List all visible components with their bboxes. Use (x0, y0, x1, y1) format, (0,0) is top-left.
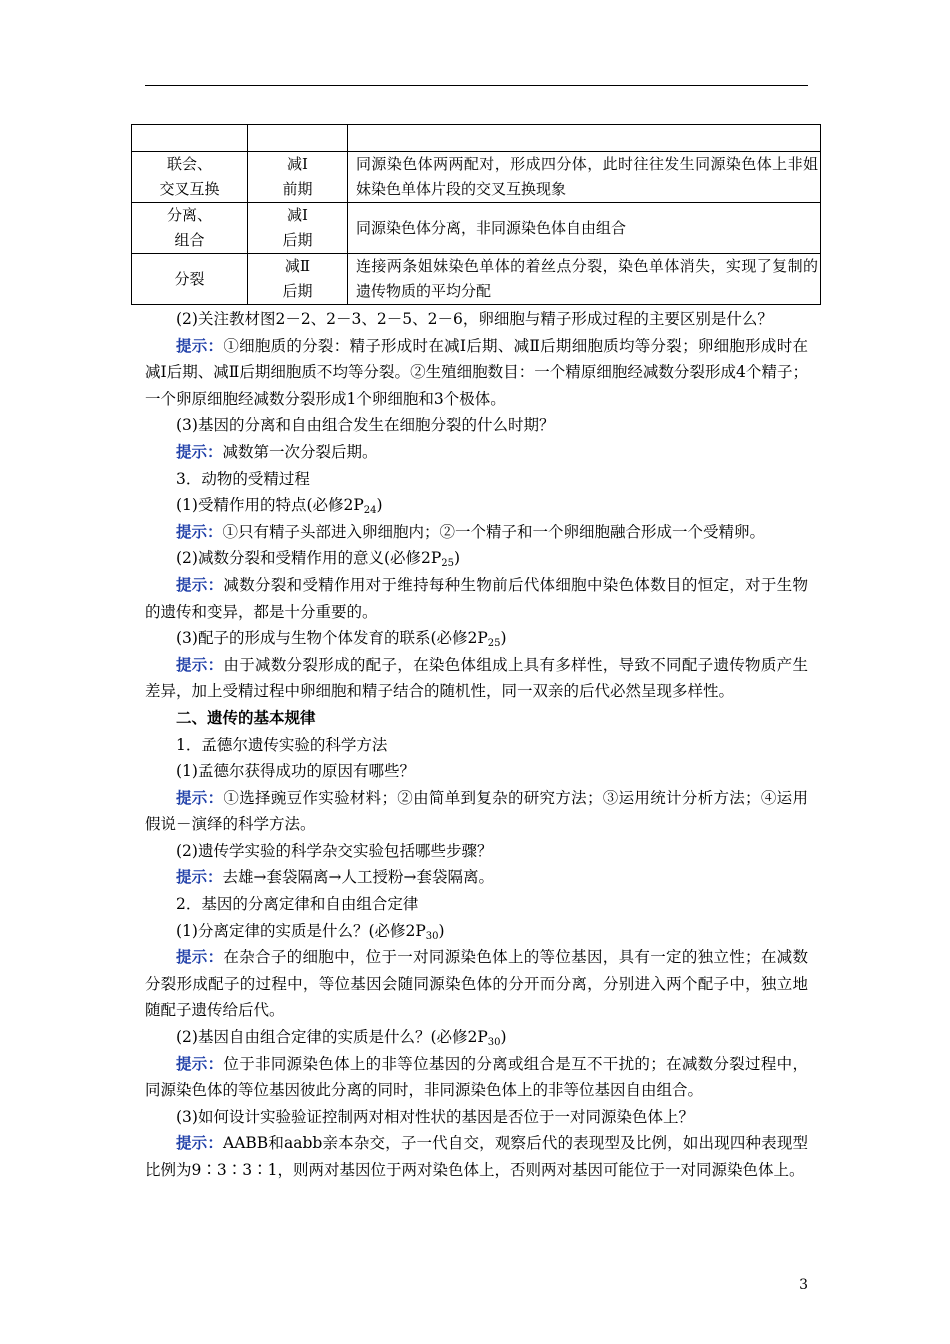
page-body (145, 306, 808, 1184)
hint: 提示：①只有精子头部进入卵细胞内；②一个精子和一个卵细胞融合形成一个受精卵。 (176, 521, 766, 541)
hint-label: 提示： (176, 867, 223, 887)
question: (3)如何设计实验验证控制两对相对性状的基因是否位于一对同源染色体上？ (176, 1107, 694, 1126)
description-cell: 同源染色体分离，非同源染色体自由组合 (348, 203, 821, 254)
question: (1)孟德尔获得成功的原因有哪些？ (176, 762, 415, 781)
subheading: 2．基因的分离定律和自由组合定律 (176, 895, 419, 914)
stage-cell: 减Ⅱ 后期 (248, 254, 348, 305)
stage-cell: 减Ⅰ 前期 (248, 152, 348, 203)
hint-label: 提示： (176, 441, 223, 461)
event-cell: 分离、 组合 (132, 203, 248, 254)
hint: 提示：位于非同源染色体上的非等位基因的分离或组合是互不干扰的；在减数分裂过程中，同源染色体的等位基因彼此分离的同时，非同源染色体上的非等位基因自由组合。 (145, 1053, 808, 1100)
question: (2)减数分裂和受精作用的意义(必修$2P_{25}$) (176, 549, 461, 570)
hint: 提示：在杂合子的细胞中，位于一对同源染色体上的等位基因，具有一定的独立性；在减数分裂形成配子的过程中，等位基因会随同源染色体的分开而分离，分别进入两个配子中，独立地随配子遗传给后代。 (145, 947, 808, 1020)
hint-label: 提示： (176, 521, 223, 541)
hint-label: 提示： (176, 1133, 223, 1153)
question: (1)受精作用的特点(必修$2P_{24}$) (176, 496, 383, 517)
hint-label: 提示： (176, 1053, 224, 1073)
hint: 提示：AABB和aabb亲本杂交，子一代自交，观察后代的表现型及比例，如出现四种表现型比例为9∶3∶3∶1，则两对基因位于两对染色体上，否则两对基因可能位于一对同源染色体上。 (145, 1133, 808, 1179)
event-cell: 分裂 (132, 254, 248, 305)
hint: 提示：减数分裂和受精作用对于维持每种生物前后代体细胞中染色体数目的恒定，对于生物的遗传和变异，都是十分重要的。 (145, 574, 808, 621)
header-rule (145, 85, 808, 86)
meiosis-stage-table (131, 124, 821, 305)
question: (2)基因自由组合定律的实质是什么？(必修$2P_{30}$) (176, 1028, 507, 1049)
question: (2)关注教材图2－2、2－3、2－5、2－6，卵细胞与精子形成过程的主要区别是什么？ (176, 310, 773, 328)
subheading: 3．动物的受精过程 (176, 469, 310, 488)
hint-label: 提示： (176, 787, 224, 807)
hint: 提示：①选择豌豆作实验材料；②由简单到复杂的研究方法；③运用统计分析方法；④运用假说－演绎的科学方法。 (145, 787, 808, 834)
description-cell: 连接两条姐妹染色单体的着丝点分裂，染色单体消失，实现了复制的遗传物质的平均分配 (348, 254, 821, 305)
hint: 提示：去雄→套袋隔离→人工授粉→套袋隔离。 (176, 867, 494, 887)
stage-cell: 减Ⅰ 后期 (248, 203, 348, 254)
question: (2)遗传学实验的科学杂交实验包括哪些步骤？ (176, 841, 493, 860)
hint-label: 提示： (176, 947, 224, 967)
subheading: 1．孟德尔遗传实验的科学方法 (176, 735, 388, 754)
table-row (132, 254, 821, 305)
question: (3)配子的形成与生物个体发育的联系(必修$2P_{25}$) (176, 629, 507, 650)
table-row (132, 125, 821, 152)
hint-label: 提示： (176, 335, 224, 355)
page-number: 3 (799, 1277, 808, 1293)
hint-label: 提示： (176, 654, 224, 674)
hint: 提示：由于减数分裂形成的配子，在染色体组成上具有多样性，导致不同配子遗传物质产生差异，加上受精过程中卵细胞和精子结合的随机性，同一双亲的后代必然呈现多样性。 (145, 654, 808, 701)
hint: 提示：①细胞质的分裂：精子形成时在减Ⅰ后期、减Ⅱ后期细胞质均等分裂；卵细胞形成时在减Ⅰ后期、减Ⅱ后期细胞质不均等分裂。②生殖细胞数目：一个精原细胞经减数分裂形成4个精子；一个卵原细胞经减数分裂形成1个卵细胞和3个极体。 (145, 335, 808, 408)
table-row (132, 152, 821, 203)
description-cell: 同源染色体两两配对，形成四分体，此时往往发生同源染色体上非姐妹染色单体片段的交叉互换现象 (348, 152, 821, 203)
section-heading: 二、遗传的基本规律 (176, 707, 316, 727)
hint-label: 提示： (176, 574, 224, 594)
event-cell: 联会、 交叉互换 (132, 152, 248, 203)
question: (1)分离定律的实质是什么？(必修$2P_{30}$) (176, 921, 445, 942)
table-row (132, 203, 821, 254)
hint: 提示：减数第一次分裂后期。 (176, 441, 378, 461)
question: (3)基因的分离和自由组合发生在细胞分裂的什么时期？ (176, 416, 555, 435)
